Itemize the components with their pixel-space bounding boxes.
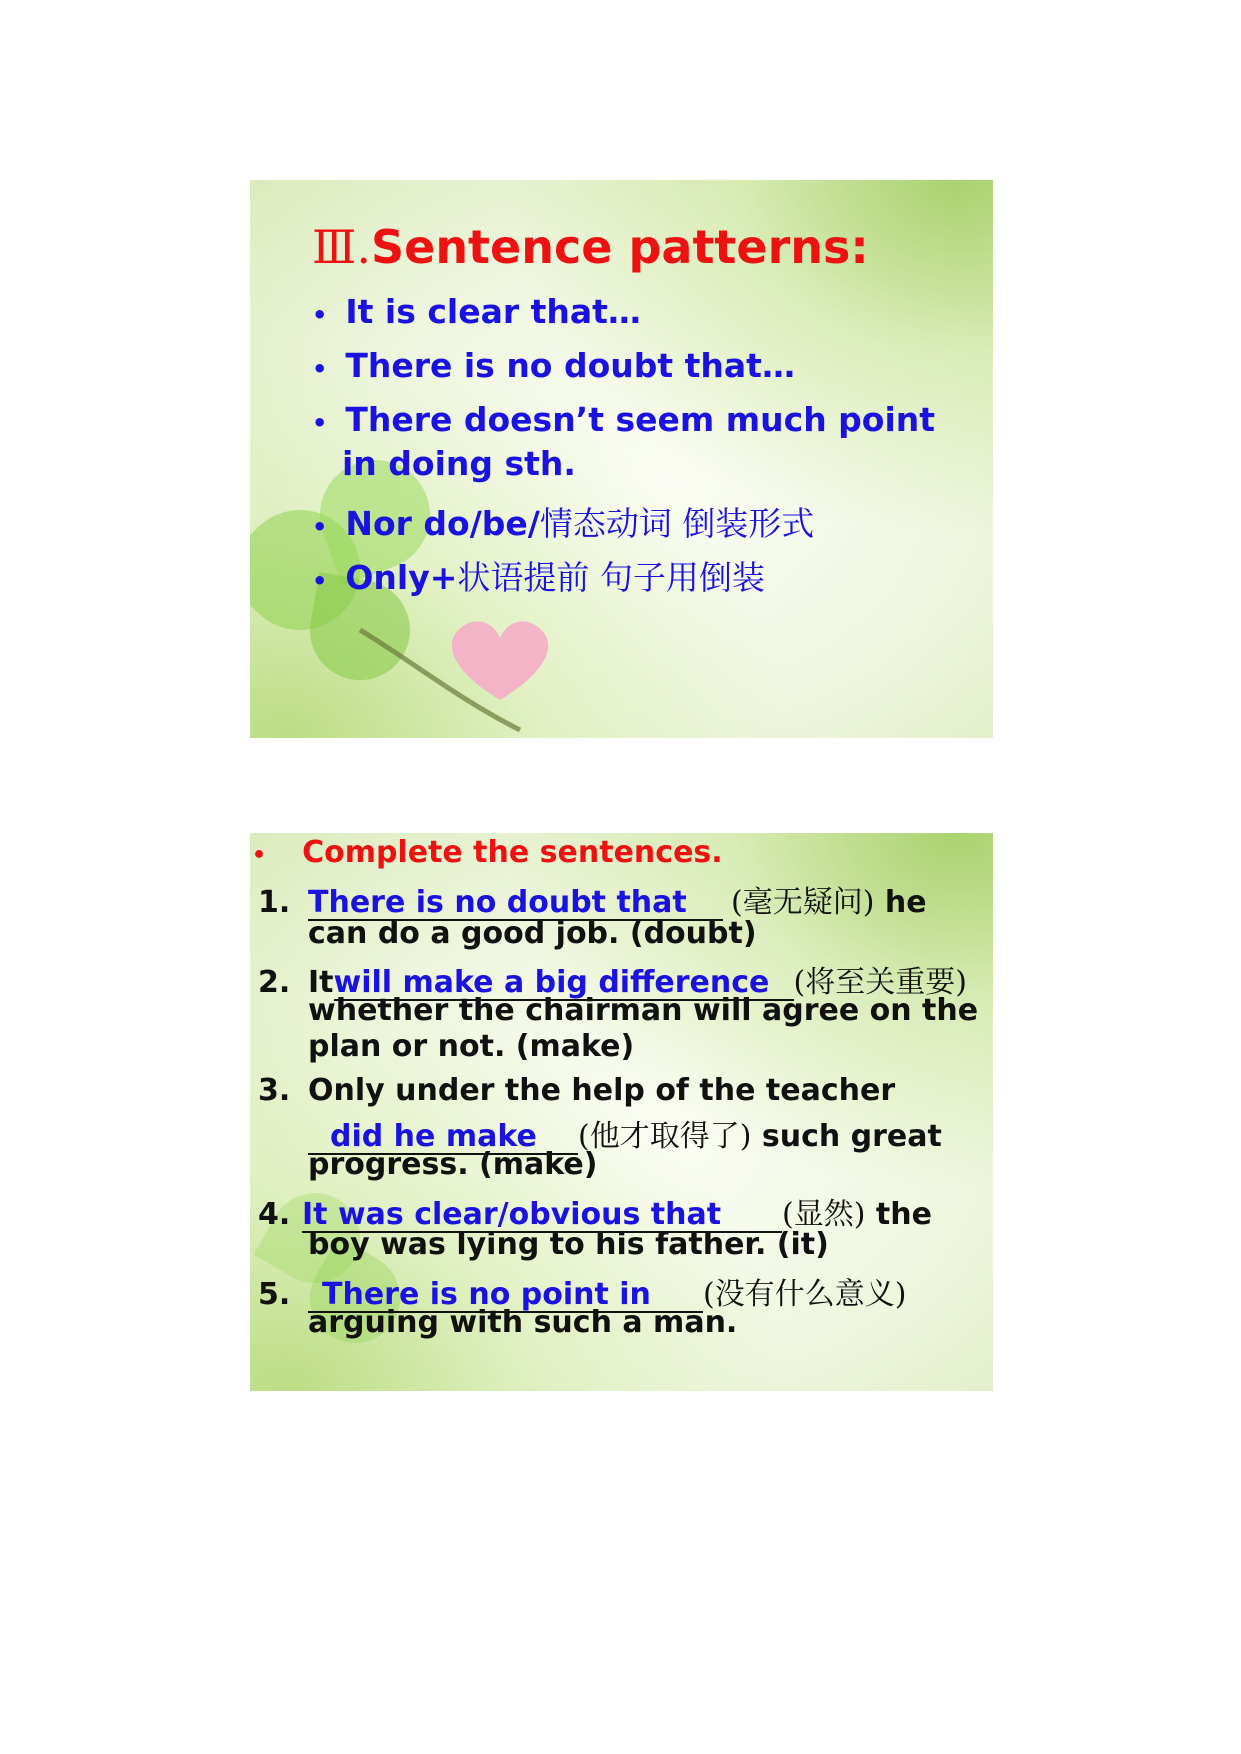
slide-complete-sentences	[250, 833, 993, 1391]
exercise-line: 1. There is no doubt that (毫无疑问) he	[258, 885, 927, 920]
exercise-line: arguing with such a man.	[308, 1305, 738, 1340]
answer-blank: There is no doubt that	[308, 887, 723, 921]
chinese-hint: (毫无疑问)	[731, 885, 875, 920]
title-text: Sentence patterns:	[370, 220, 869, 274]
exercise-line: 2. Itwill make a big difference(将至关重要)	[258, 965, 967, 1000]
slide-sentence-patterns	[250, 180, 993, 738]
pattern-item: • It is clear that…	[312, 292, 641, 331]
pattern-item: • There doesn’t seem much point	[312, 400, 936, 439]
bullet: •	[312, 409, 328, 437]
exercise-heading: • Complete the sentences.	[252, 835, 723, 870]
answer-blank: did he make	[308, 1121, 578, 1155]
exercise-line: can do a good job. (doubt)	[308, 916, 757, 951]
exercise-line: progress. (make)	[308, 1147, 598, 1182]
bullet: •	[312, 513, 328, 541]
exercise-line: did he make (他才取得了) such great	[308, 1111, 942, 1155]
exercise-line: whether the chairman will agree on the	[308, 993, 979, 1028]
stem-decoration	[350, 620, 530, 738]
answer-blank: It was clear/obvious that	[302, 1199, 782, 1233]
exercise-number: 4.	[258, 1197, 291, 1232]
chinese-hint: (显然)	[782, 1197, 866, 1232]
bullet: •	[312, 301, 328, 329]
pattern-item-continuation: in doing sth.	[342, 444, 576, 483]
exercise-number: 1.	[258, 885, 291, 920]
pattern-item: • Nor do/be/情态动词 倒装形式	[312, 504, 815, 543]
exercise-line: plan or not. (make)	[308, 1029, 635, 1064]
chinese-hint: (没有什么意义)	[703, 1277, 907, 1312]
exercise-line: 4. It was clear/obvious that (显然) the	[258, 1197, 932, 1232]
exercise-line: boy was lying to his father. (it)	[308, 1227, 829, 1262]
exercise-line: 3. Only under the help of the teacher	[258, 1073, 896, 1108]
exercise-number: 5.	[258, 1277, 291, 1312]
answer-blank: will make a big difference	[334, 967, 794, 1001]
pattern-item: • There is no doubt that…	[312, 346, 795, 385]
exercise-number: 3.	[258, 1073, 291, 1108]
bullet: •	[312, 355, 328, 383]
slide-title	[312, 220, 869, 274]
chinese-hint: (将至关重要)	[793, 965, 967, 1000]
exercise-number: 2.	[258, 965, 291, 1000]
bullet: •	[312, 567, 328, 595]
bullet: •	[252, 843, 267, 868]
answer-blank: There is no point in	[308, 1279, 703, 1313]
roman-numeral: Ⅲ.	[312, 220, 371, 274]
chinese-hint: (他才取得了)	[578, 1119, 752, 1154]
pattern-item: • Only+状语提前 句子用倒装	[312, 558, 765, 597]
